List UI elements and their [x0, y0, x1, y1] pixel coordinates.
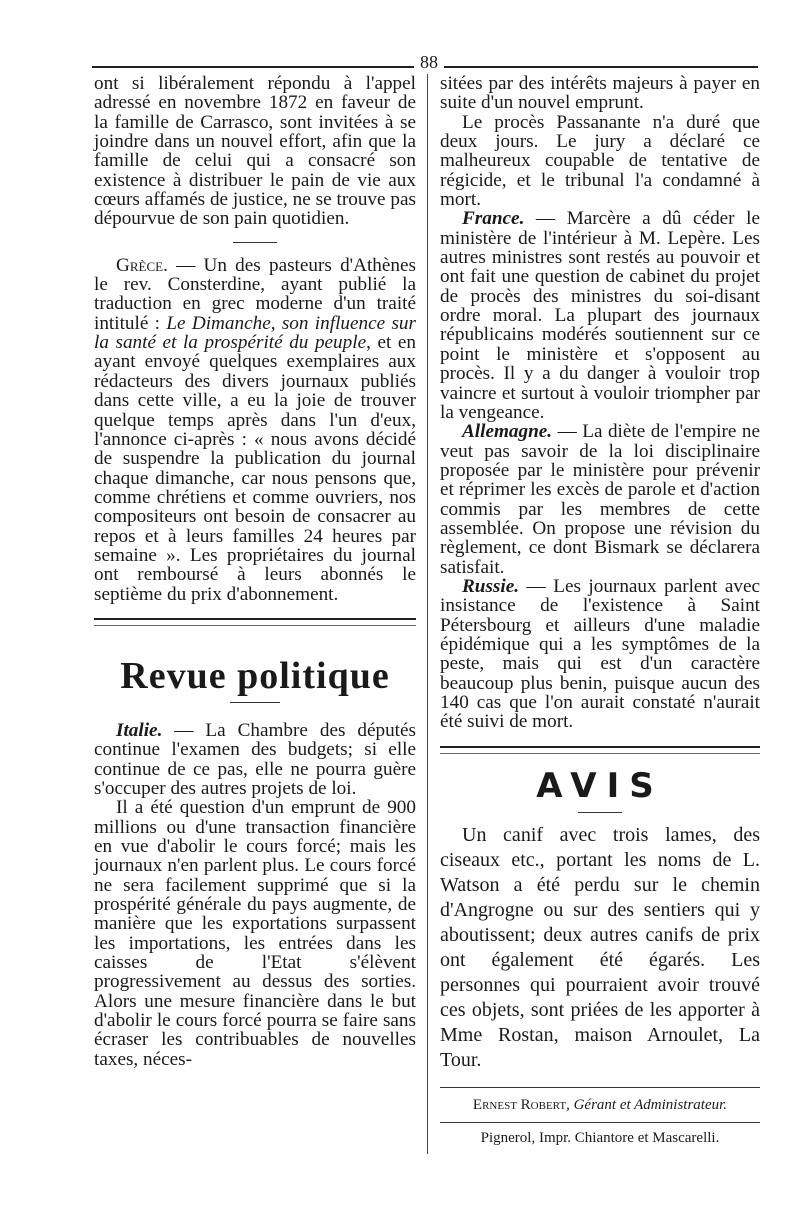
column-divider — [427, 74, 428, 1154]
heading-separator — [230, 702, 280, 703]
gerant-title: Gérant et Administrateur. — [569, 1096, 728, 1113]
italie-paragraph-2: Il a été question d'un emprunt de 900 millions ou d'une transaction financière en vue d'abolir le cours forcé; mais les journaux n'en parlent plus. Le cours forcé ne sera facilement supprimé que si la prospérité générale du pays augmente, de manière que les exportations surpassent les importations, les entrées dans les caisses de l'Etat s'élèvent progressivement au dessus des sorties. Alors une mesure financière dans le but d'abolir le cours forcé pourra se faire sans écraser les contribuables de nouvelles taxes, néces- — [94, 797, 416, 1070]
right-column — [440, 74, 760, 1147]
continuation-paragraph: sitées par des intérêts majeurs à payer en suite d'un nouvel emprunt. — [440, 73, 760, 114]
france-label: France. — [462, 208, 525, 230]
italie-paragraph — [94, 721, 416, 798]
gerant-name: Ernest Robert, — [472, 1096, 570, 1113]
printer-line: Pignerol, Impr. Chiantore et Mascarelli. — [480, 1129, 720, 1146]
allemagne-text: — La diète de l'empire ne veut pas savoir de la loi disciplinaire proposée par le ministère pour prévenir et réprimer les excès de parole et d'action commis par les membres de cette assemblée. On propose une révision du règlement, ce dont Bismark se déclarera satisfait. — [440, 421, 760, 578]
double-rule-right — [440, 746, 760, 754]
france-text: — Marcère a dû céder le ministère de l'intérieur à M. Lepère. Les autres ministres sont restés au pouvoir et ont fait une question de cabinet du projet de procès des ministres du soi-disant ordre moral. La plupart des journaux républicains modérés soutiennent sur ce point le ministère et s'opposent au procès. Il y a du danger à vouloir trop vaincre et surtout à vouloir triompher par la vengeance. — [440, 208, 760, 423]
russie-label: Russie. — [462, 575, 520, 597]
double-rule — [94, 618, 416, 626]
proces-paragraph: Le procès Passanante n'a duré que deux jours. Le jury a déclaré ce malheureux coupable de tentative de régicide, et le tribunal l'a condamné à mort. — [440, 111, 760, 211]
page-number: 88 — [414, 52, 444, 72]
france-paragraph — [440, 209, 760, 422]
grece-label: Grèce. — [116, 254, 168, 276]
gerant-line — [440, 1096, 760, 1114]
avis-heading: AVIS — [536, 765, 664, 806]
grece-text-a: — Un des pasteurs d'Athènes le rev. Consterdine, ayant publié la traduction en grec moderne d'un traité intitulé : — [94, 254, 416, 334]
footer-rule-2 — [440, 1122, 760, 1123]
section-heading: Revue politique — [120, 654, 390, 697]
grece-paragraph — [94, 256, 416, 604]
left-column — [94, 74, 416, 1069]
grece-text-b: , et en ayant envoyé quelques exemplaires aux rédacteurs des divers journaux publiés dans cette ville, a eu la joie de trouver quelque temps après dans l'un d'eux, l'annonce ci-après : « nous avons décidé de suspendre la publication du journal chaque dimanche, car nous pensons que, comme chrétiens et comme ouvriers, nos compositeurs ont besoin de consacrer au repos et à leurs familles 24 heures par semaine ». Les propriétaires du journal ont remboursé à leurs abonnés le septième du prix d'abonnement. — [94, 332, 416, 605]
avis-separator — [578, 812, 622, 813]
italie-label: Italie. — [116, 719, 163, 741]
section-separator — [233, 242, 277, 243]
intro-paragraph: ont si libéralement répondu à l'appel adressé en novembre 1872 en faveur de la famille de Carrasco, sont invitées à se joindre dans un nouvel effort, afin que la famille de celui qui a consacré son existence à distribuer le pain de vie aux cœurs affamés de justice, ne se trouve pas dépourvue de son pain quotidien. — [94, 73, 416, 230]
allemagne-paragraph — [440, 422, 760, 577]
grece-title: Le Dimanche, son influence sur la santé et la prospérité du peuple — [94, 312, 416, 354]
footer-rule — [440, 1087, 760, 1088]
russie-text: — Les journaux parlent avec insistance de l'existence à Saint Pétersbourg et ailleurs d'une maladie épidémique qui a les symptômes de la peste, mais qui est d'un caractère beaucoup plus benin, puisque aucun des 140 cas que l'on aurait constaté n'aurait été suivi de mort. — [440, 575, 760, 733]
allemagne-label: Allemagne. — [462, 421, 553, 443]
avis-paragraph: Un canif avec trois lames, des ciseaux etc., portant les noms de L. Watson a été perdu sur le chemin d'Angrogne ou sur des sentiers qui y aboutissent; deux autres canifs de prix ont également été égarés. Les personnes qui pourraient avoir trouvé ces objets, sont priées de les apporter à Mme Rostan, maison Arnoulet, La Tour. — [440, 823, 760, 1071]
italie-text: — La Chambre des députés continue l'examen des budgets; si elle continue de ce pas, elle ne pourra guère s'occuper des autres projets de loi. — [94, 719, 416, 799]
russie-paragraph — [440, 577, 760, 732]
